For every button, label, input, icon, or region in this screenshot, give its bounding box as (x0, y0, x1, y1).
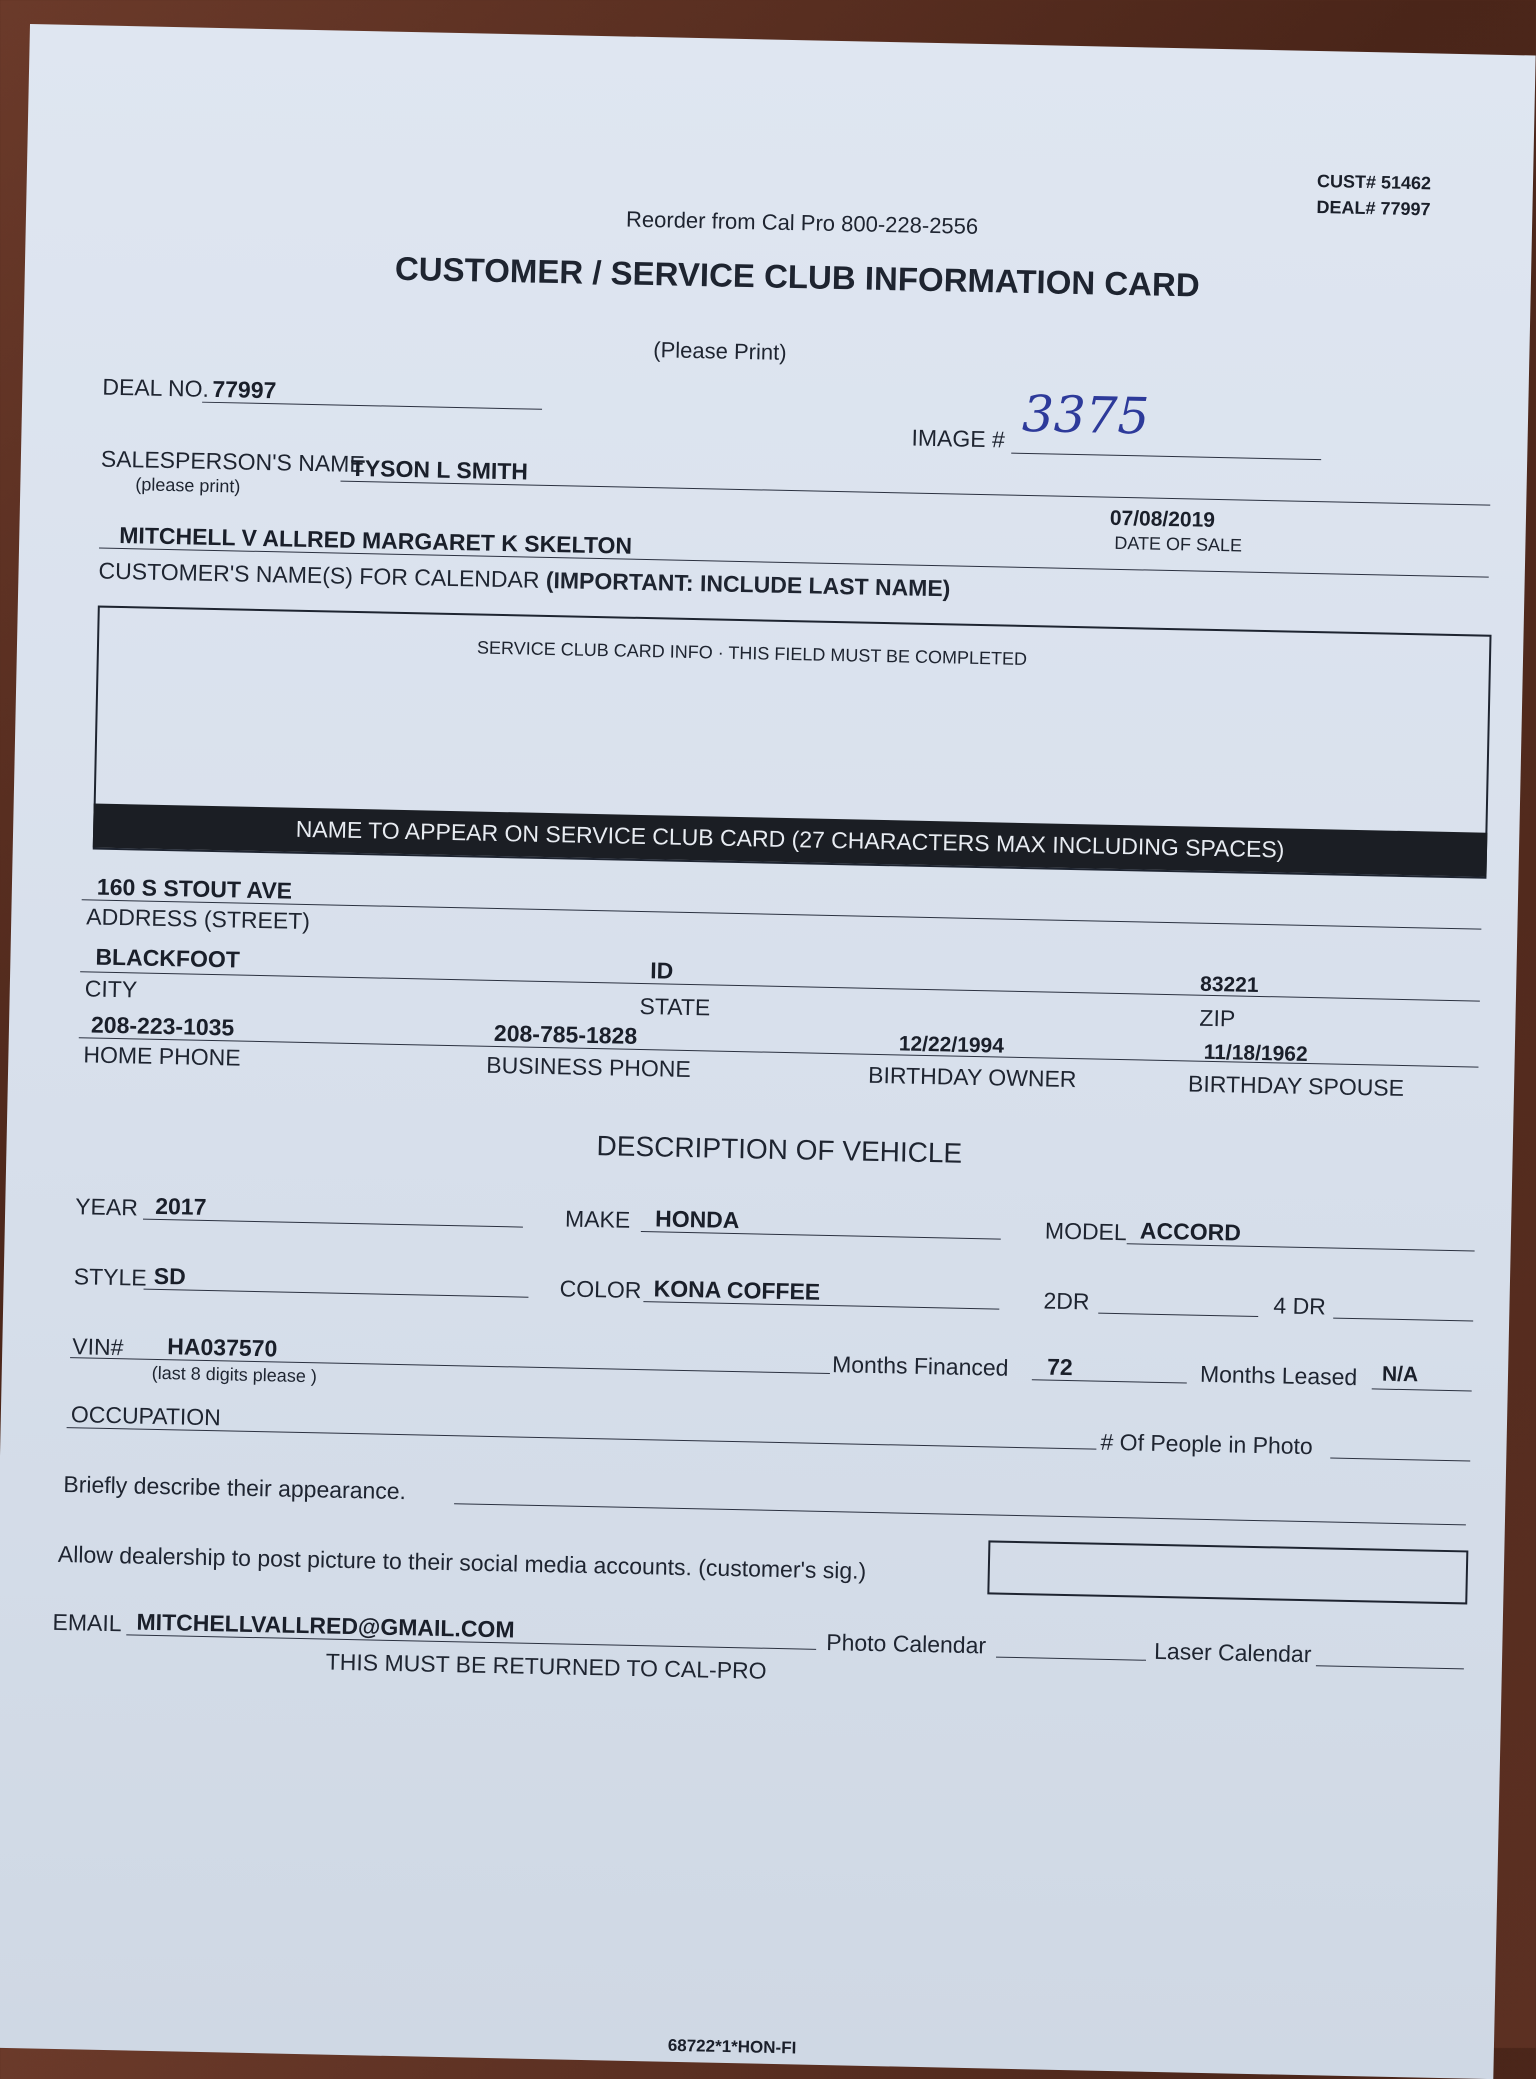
birthday-spouse-value: 11/18/1962 (1203, 1040, 1308, 1066)
home-phone-label: HOME PHONE (83, 1041, 241, 1071)
model-value: ACCORD (1139, 1217, 1242, 1246)
people-in-photo-line (1330, 1458, 1470, 1462)
deal-no-value: 77997 (212, 375, 277, 404)
salesperson-label: SALESPERSON'S NAME (100, 445, 366, 478)
occupation-line (67, 1427, 1097, 1450)
model-label: MODEL (1044, 1217, 1128, 1246)
customer-names-label-important: (IMPORTANT: INCLUDE LAST NAME) (545, 566, 951, 602)
city-label: CITY (84, 975, 138, 1003)
people-in-photo-label: # Of People in Photo (1100, 1428, 1314, 1460)
months-leased-value: N/A (1381, 1362, 1419, 1387)
customer-signature-box[interactable] (987, 1540, 1468, 1604)
vin-label: VIN# (72, 1333, 124, 1361)
social-media-label: Allow dealership to post picture to their social media accounts. (customer's sig.) (57, 1540, 867, 1584)
customer-names-label-text: CUSTOMER'S NAME(S) FOR CALENDAR (98, 557, 540, 593)
appearance-label: Briefly describe their appearance. (63, 1471, 407, 1505)
make-value: HONDA (654, 1205, 740, 1234)
information-card (0, 24, 1536, 2079)
address-value: 160 S STOUT AVE (96, 873, 293, 904)
service-club-note: SERVICE CLUB CARD INFO · THIS FIELD MUST BE COMPLETED (476, 637, 1028, 670)
salesperson-sublabel: (please print) (135, 474, 241, 497)
date-of-sale-label: DATE OF SALE (1114, 532, 1243, 556)
birthday-owner-label: BIRTHDAY OWNER (867, 1061, 1077, 1093)
months-financed-label: Months Financed (831, 1351, 1009, 1381)
image-label: IMAGE # (911, 424, 1006, 453)
form-title: CUSTOMER / SERVICE CLUB INFORMATION CARD (394, 249, 1201, 304)
footer-code: 68722*1*HON-FI (667, 2035, 797, 2058)
style-line (144, 1289, 529, 1298)
email-value: MITCHELLVALLRED@GMAIL.COM (136, 1608, 515, 1643)
months-leased-line (1372, 1388, 1472, 1391)
year-label: YEAR (74, 1193, 139, 1221)
laser-calendar-label: Laser Calendar (1153, 1637, 1312, 1668)
deal-number-corner: DEAL# 77997 (1316, 196, 1431, 220)
occupation-label: OCCUPATION (70, 1401, 222, 1431)
style-value: SD (153, 1262, 187, 1290)
laser-calendar-line (1316, 1665, 1464, 1669)
customer-names-value: MITCHELL V ALLRED MARGARET K SKELTON (119, 521, 633, 559)
image-line (1011, 453, 1321, 460)
image-value: 3375 (1021, 384, 1150, 446)
home-phone-value: 208-223-1035 (90, 1011, 235, 1041)
model-line (1127, 1243, 1475, 1251)
vin-value: HA037570 (167, 1333, 278, 1362)
deal-no-line (202, 402, 542, 410)
style-label: STYLE (73, 1263, 147, 1291)
salesperson-line (340, 481, 1490, 506)
deal-no-label: DEAL NO. (102, 373, 210, 402)
months-financed-line (1032, 1379, 1187, 1383)
two-door-line (1098, 1313, 1258, 1317)
zip-label: ZIP (1199, 1004, 1236, 1032)
cust-number: CUST# 51462 (1316, 170, 1432, 194)
photo-calendar-label: Photo Calendar (826, 1629, 987, 1659)
please-print-note: (Please Print) (653, 337, 787, 365)
appearance-line (454, 1503, 1466, 1525)
reorder-note: Reorder from Cal Pro 800-228-2556 (625, 206, 979, 239)
vehicle-heading: DESCRIPTION OF VEHICLE (596, 1130, 963, 1169)
four-door-line (1333, 1318, 1473, 1322)
return-note: THIS MUST BE RETURNED TO CAL-PRO (325, 1648, 767, 1684)
make-label: MAKE (564, 1205, 631, 1233)
business-phone-label: BUSINESS PHONE (486, 1051, 692, 1083)
salesperson-value: TYSON L SMITH (350, 454, 529, 485)
color-line (643, 1301, 999, 1309)
birthday-owner-value: 12/22/1994 (898, 1032, 1005, 1058)
date-of-sale-value: 07/08/2019 (1109, 506, 1216, 532)
address-label: ADDRESS (STREET) (86, 903, 311, 935)
two-door-label: 2DR (1043, 1287, 1090, 1315)
service-club-name-bar: NAME TO APPEAR ON SERVICE CLUB CARD (27 CHARACTERS MAX INCLUDING SPACES) (93, 804, 1488, 877)
color-label: COLOR (559, 1275, 642, 1304)
year-value: 2017 (155, 1192, 207, 1220)
zip-value: 83221 (1199, 972, 1259, 997)
color-value: KONA COFFEE (653, 1275, 821, 1305)
year-line (143, 1219, 523, 1228)
months-leased-label: Months Leased (1199, 1360, 1358, 1391)
birthday-spouse-label: BIRTHDAY SPOUSE (1187, 1070, 1405, 1102)
email-label: EMAIL (52, 1608, 122, 1637)
months-financed-value: 72 (1046, 1353, 1073, 1381)
city-value: BLACKFOOT (95, 943, 241, 973)
state-label: STATE (639, 992, 711, 1021)
state-value: ID (650, 957, 674, 984)
make-line (641, 1231, 1001, 1240)
business-phone-value: 208-785-1828 (493, 1019, 638, 1049)
four-door-label: 4 DR (1273, 1292, 1327, 1320)
vin-sublabel: (last 8 digits please ) (151, 1362, 318, 1387)
city-state-zip-line (80, 971, 1480, 1001)
customer-names-label (98, 558, 950, 603)
photo-calendar-line (996, 1657, 1146, 1661)
